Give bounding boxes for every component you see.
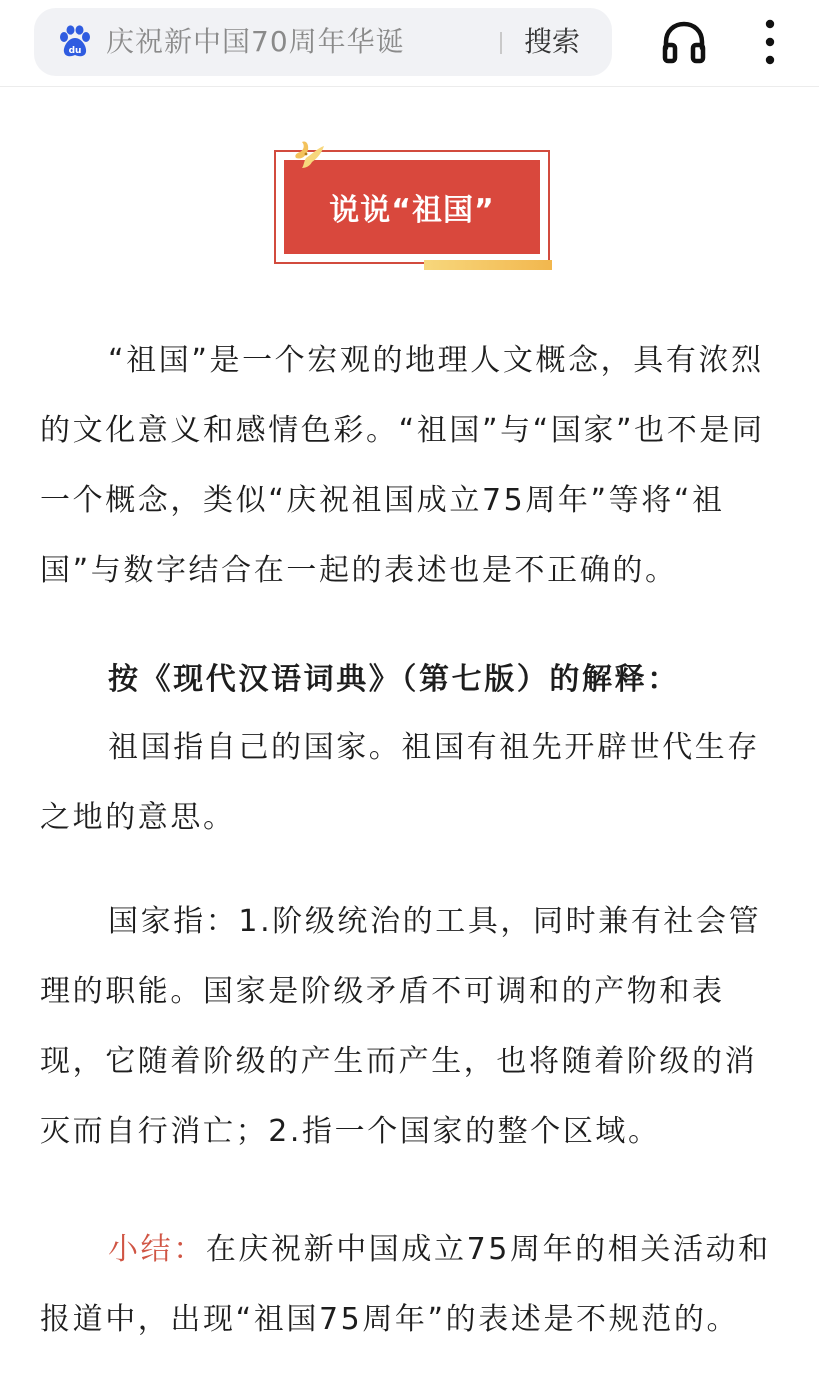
baidu-logo-icon — [58, 25, 92, 59]
article-title-banner — [274, 150, 554, 268]
title-box — [284, 160, 540, 254]
intro-paragraph: “祖国”是一个宏观的地理人文概念，具有浓烈的文化意义和感情色彩。“祖国”与“国家”也不是同一个概念，类似“庆祝祖国成立75周年”等将“祖国”与数字结合在一起的表述也是不正确的。 — [40, 343, 765, 588]
definition-state: 国家指：1.阶级统治的工具，同时兼有社会管理的职能。国家是阶级矛盾不可调和的产物和表现，它随着阶级的产生而产生，也将随着阶级的消灭而自行消亡；2.指一个国家的整个区域。 — [40, 904, 762, 1149]
definition-motherland: 祖国指自己的国家。祖国有祖先开辟世代生存之地的意思。 — [40, 730, 760, 835]
headphones-icon[interactable] — [660, 18, 708, 66]
svg-text:du: du — [68, 46, 82, 56]
article-title: 说说“祖国” — [329, 193, 495, 228]
dictionary-heading: 按《现代汉语词典》（第七版）的解释： — [108, 662, 680, 697]
search-query-text[interactable]: 庆祝新中国70周年华诞 — [106, 25, 405, 58]
summary-label: 小结： — [108, 1232, 206, 1267]
search-button[interactable]: 搜索 — [524, 25, 581, 58]
summary-paragraph — [40, 1215, 788, 1355]
top-search-bar — [0, 0, 819, 87]
more-vertical-icon[interactable] — [754, 16, 786, 68]
dove-icon — [292, 138, 328, 172]
search-box[interactable] — [34, 8, 612, 76]
title-gold-bar — [424, 260, 552, 270]
summary-text: 在庆祝新中国成立75周年的相关活动和报道中，出现“祖国75周年”的表述是不规范的。 — [40, 1232, 771, 1337]
search-divider — [500, 32, 502, 54]
